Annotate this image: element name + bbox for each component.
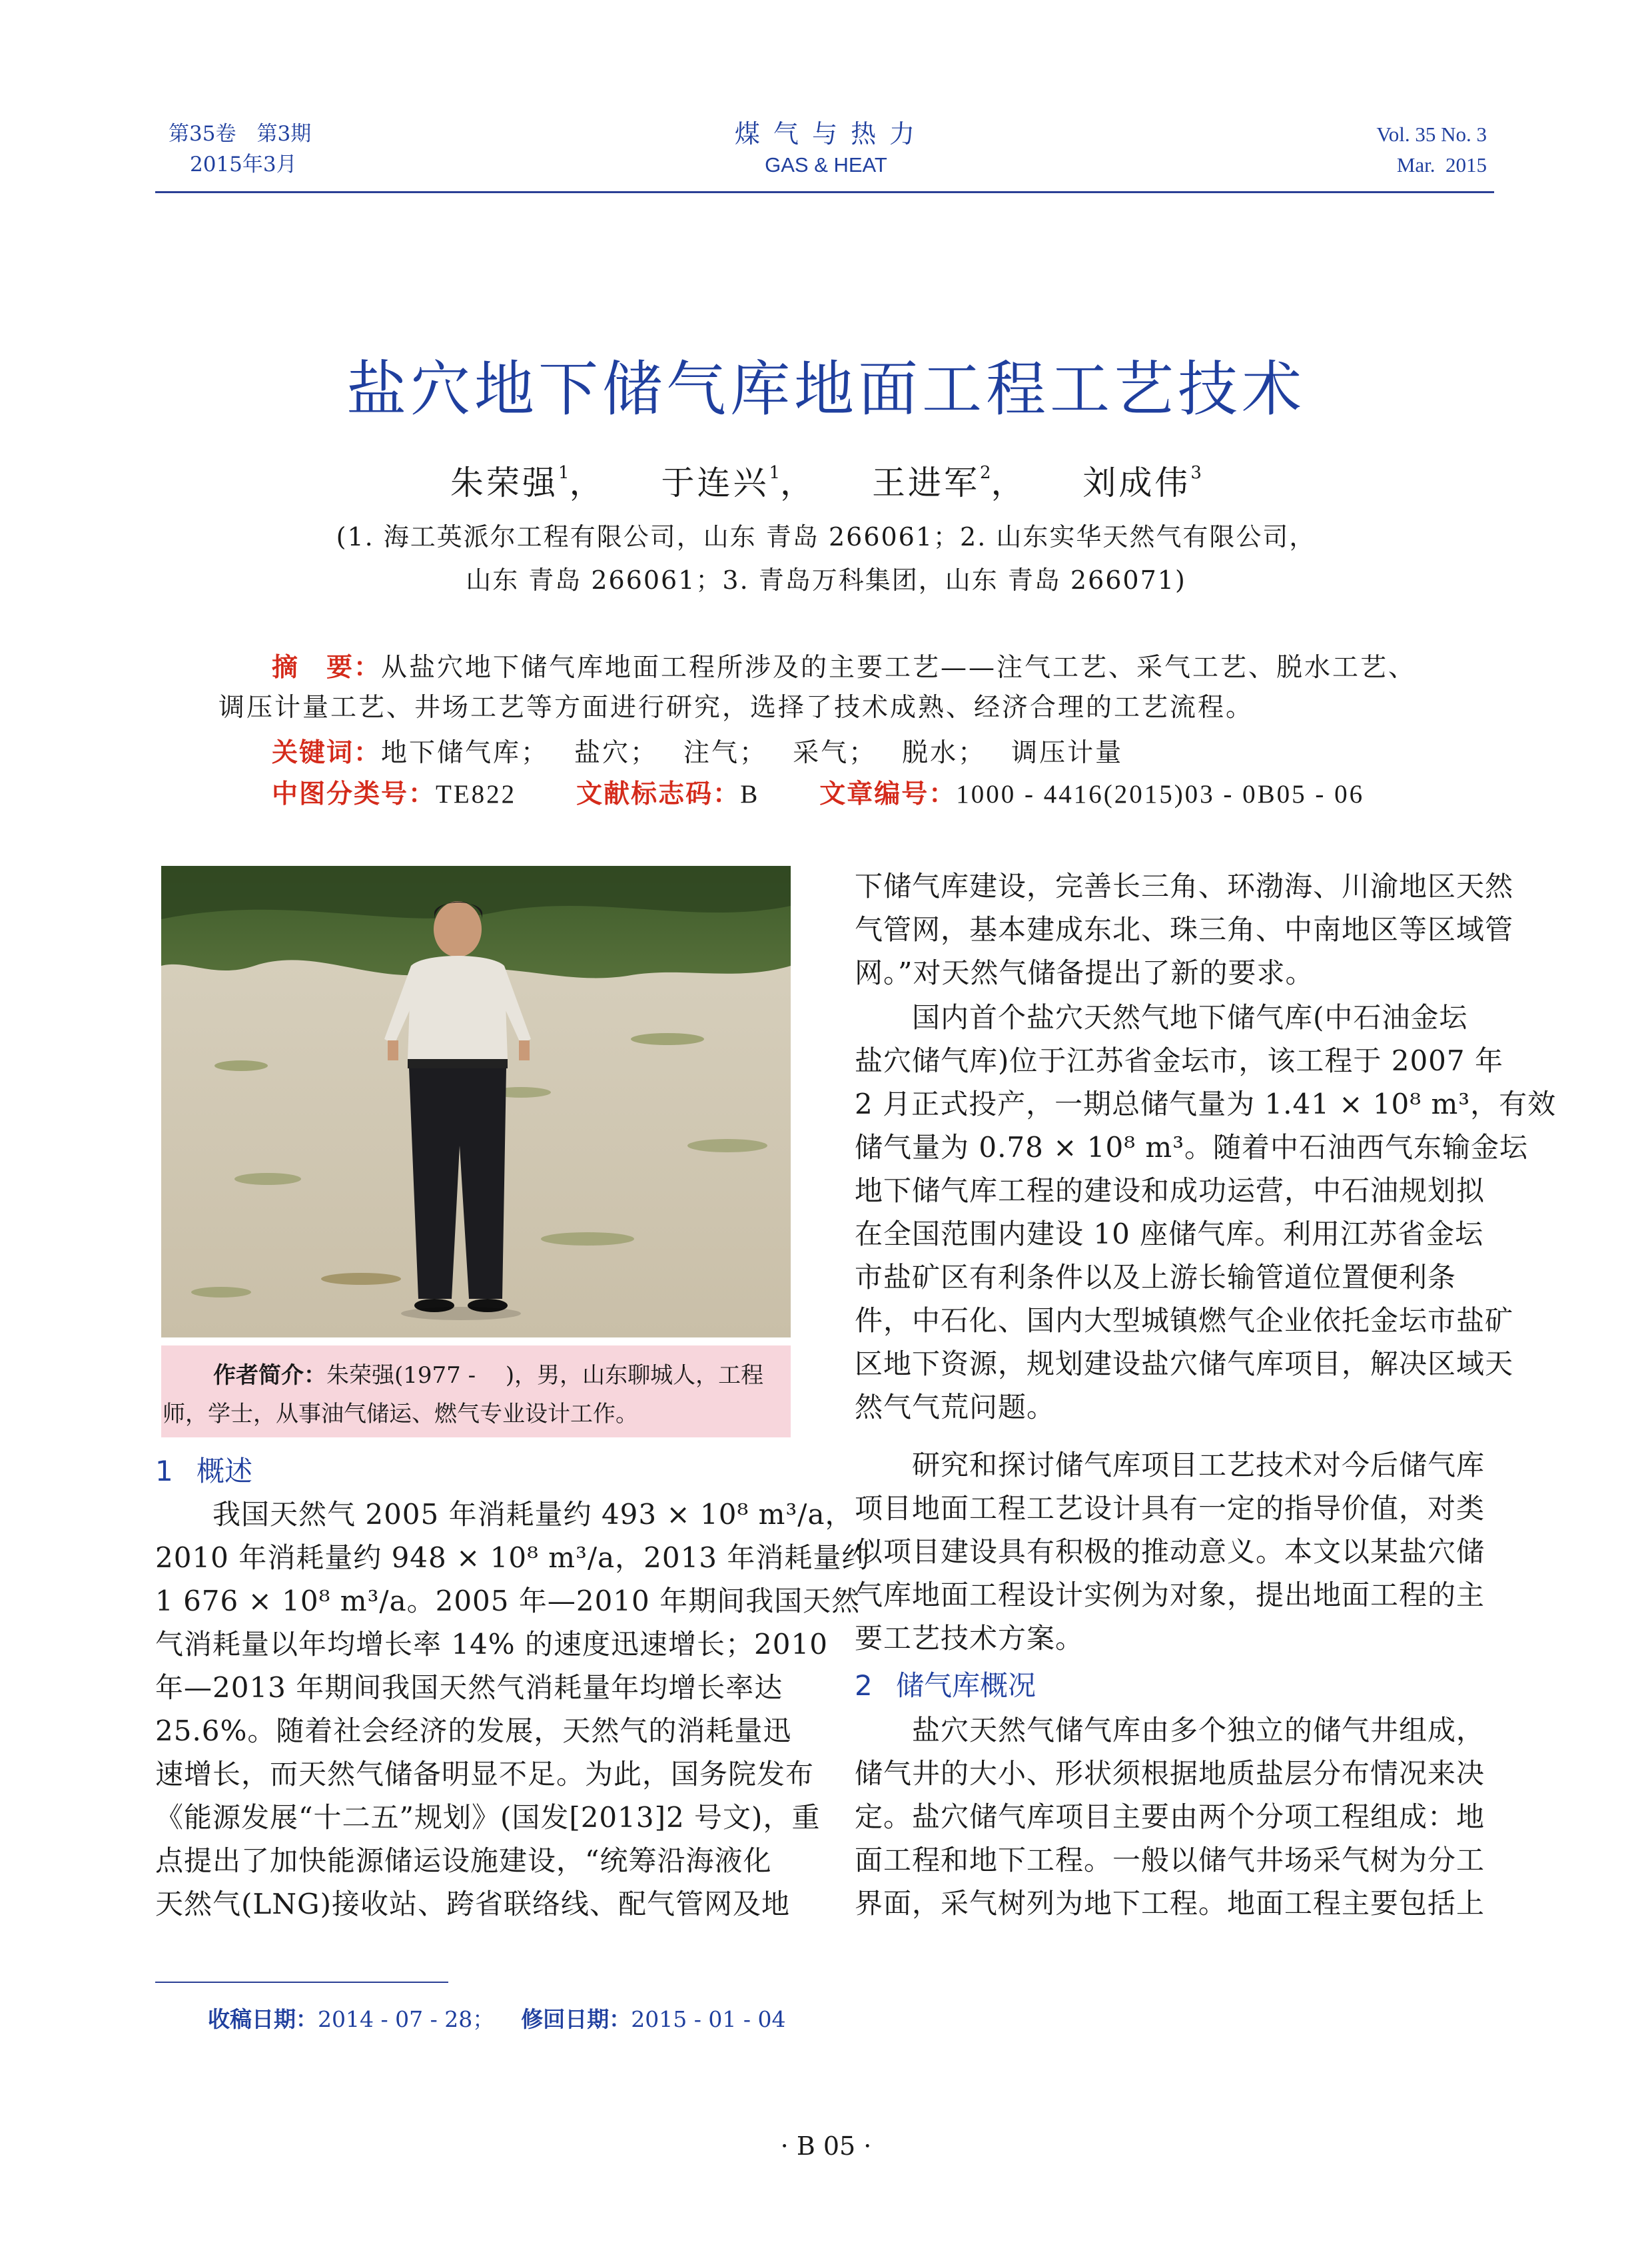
abstract-text-continued: 调压计量工艺、井场工艺等方面进行研究，选择了技术成熟、经济合理的工艺流程。 — [218, 693, 1254, 723]
abstract-text: 从盐穴地下储气库地面工程所涉及的主要工艺——注气工艺、采气工艺、脱水工艺、 — [381, 653, 1417, 683]
header-vol-en: Vol. 35 No. 3 — [1376, 123, 1487, 146]
article-number-value: 1000 - 4416(2015)03 - 0B05 - 06 — [956, 780, 1365, 809]
keyword: 脱水； — [902, 738, 987, 768]
author-bio-label: 作者简介： — [213, 1362, 326, 1389]
body-line: 《能源发展“十二五”规划》(国发[2013]2 号文)，重 — [155, 1801, 821, 1834]
header-rule — [155, 191, 1494, 193]
body-line: 似项目建设具有积极的推动意义。本文以某盐穴储 — [855, 1535, 1485, 1568]
footnote-rule — [155, 1982, 448, 1983]
author-name: 朱荣强 — [450, 464, 559, 502]
header-journal-en: GAS & HEAT — [765, 153, 887, 177]
body-line: 下储气库建设，完善长三角、环渤海、川渝地区天然 — [855, 870, 1514, 903]
section-title: 储气库概况 — [896, 1669, 1036, 1702]
body-line: 盐穴储气库)位于江苏省金坛市，该工程于 2007 年 — [855, 1044, 1503, 1077]
body-line: 面工程和地下工程。一般以储气井场采气树为分工 — [855, 1844, 1485, 1876]
body-line: 市盐矿区有利条件以及上游长输管道位置便利条 — [855, 1261, 1457, 1294]
section-number: 2 — [855, 1669, 873, 1702]
body-line: 在全国范围内建设 10 座储气库。利用江苏省金坛 — [855, 1218, 1484, 1250]
received-date: 2014 - 07 - 28； — [318, 2006, 495, 2032]
author-affiliation-mark: 1 — [769, 463, 781, 483]
body-line: 气管网，基本建成东北、珠三角、中南地区等区域管 — [855, 913, 1514, 946]
author-name: 王进军 — [871, 464, 980, 502]
body-line: 储气量为 0.78 × 10⁸ m³。随着中石油西气东输金坛 — [855, 1131, 1529, 1164]
keyword: 注气； — [683, 738, 768, 768]
header-date-en: Mar. 2015 — [1396, 153, 1487, 177]
header-date: 2015年3月 — [190, 153, 297, 177]
author-bio-box — [161, 1345, 791, 1437]
body-line: 网。”对天然气储备提出了新的要求。 — [855, 956, 1314, 989]
body-line: 区地下资源，规划建设盐穴储气库项目，解决区域天 — [855, 1347, 1514, 1380]
abstract-line — [272, 655, 1416, 681]
body-line: 速增长，而天然气储备明显不足。为此，国务院发布 — [155, 1758, 815, 1790]
keyword: 地下储气库； — [381, 738, 550, 768]
author-bio-text-continued: 师，学士，从事油气储运、燃气专业设计工作。 — [163, 1401, 638, 1427]
classification-line — [272, 781, 1364, 807]
body-line: 点提出了加快能源储运设施建设，“统筹沿海液化 — [155, 1844, 772, 1877]
author-photo — [161, 866, 791, 1337]
section-heading — [155, 1457, 252, 1485]
article-title: 盐穴地下储气库地面工程工艺技术 — [346, 354, 1306, 424]
author-name: 刘成伟 — [1082, 464, 1191, 502]
keywords-line — [272, 740, 1148, 766]
revised-date: 2015 - 01 - 04 — [631, 2006, 786, 2032]
body-line: 界面，采气树列为地下工程。地面工程主要包括上 — [855, 1887, 1485, 1920]
body-line: 我国天然气 2005 年消耗量约 493 × 10⁸ m³/a， — [155, 1498, 854, 1531]
body-line: 研究和探讨储气库项目工艺技术对今后储气库 — [855, 1449, 1485, 1481]
body-line: 2010 年消耗量约 948 × 10⁸ m³/a，2013 年消耗量约 — [155, 1541, 871, 1574]
footnote — [208, 2008, 785, 2030]
body-line: 件，中石化、国内大型城镇燃气企业依托金坛市盐矿 — [855, 1304, 1514, 1337]
body-line: 1 676 × 10⁸ m³/a。2005 年—2010 年期间我国天然 — [155, 1585, 861, 1617]
body-line: 国内首个盐穴天然气地下储气库(中石油金坛 — [855, 1001, 1468, 1034]
section-number: 1 — [155, 1455, 173, 1487]
section-heading — [855, 1669, 1036, 1702]
author-affiliation-mark: 1 — [558, 463, 570, 483]
revised-label: 修回日期： — [521, 2006, 631, 2032]
header-journal-cn: 煤 气 与 热 力 — [734, 119, 918, 149]
keywords-label: 关键词： — [272, 738, 382, 768]
clc-label: 中图分类号： — [272, 779, 436, 809]
body-line: 要工艺技术方案。 — [855, 1622, 1084, 1655]
body-line: 储气井的大小、形状须根据地质盐层分布情况来决 — [855, 1757, 1485, 1790]
body-line: 地下储气库工程的建设和成功运营，中石油规划拟 — [855, 1174, 1485, 1207]
page-number: · B 05 · — [780, 2131, 872, 2161]
author-list: 朱荣强$^1$， 于连兴$^1$， 王进军$^2$， 刘成伟$^3$ — [450, 463, 1202, 502]
clc-value: TE822 — [436, 780, 517, 809]
body-line: 25.6%。随着社会经济的发展，天然气的消耗量迅 — [155, 1714, 792, 1747]
author-affiliation-mark: 2 — [979, 463, 991, 483]
abstract-label: 摘 要： — [272, 653, 382, 683]
body-line: 盐穴天然气储气库由多个独立的储气井组成， — [855, 1714, 1485, 1746]
body-line: 年—2013 年期间我国天然气消耗量年均增长率达 — [155, 1671, 783, 1704]
received-label: 收稿日期： — [208, 2006, 318, 2032]
keyword: 盐穴； — [574, 738, 659, 768]
body-line: 定。盐穴储气库项目主要由两个分项工程组成：地 — [855, 1800, 1485, 1833]
doc-code-label: 文献标志码： — [576, 779, 741, 809]
affiliation-line: (1. 海工英派尔工程有限公司，山东 青岛 266061；2. 山东实华天然气有限公司， — [336, 522, 1316, 552]
author-bio-text: 朱荣强(1977 - )，男，山东聊城人，工程 — [326, 1362, 764, 1389]
header-volume-issue: 第35卷 第3期 — [169, 122, 312, 146]
author-bio-line — [213, 1364, 763, 1387]
author-affiliation-mark: 3 — [1190, 463, 1202, 483]
body-line: 天然气(LNG)接收站、跨省联络线、配气管网及地 — [155, 1888, 790, 1920]
keyword: 调压计量 — [1011, 738, 1124, 768]
body-line: 然气气荒问题。 — [855, 1391, 1056, 1423]
affiliation-line: 山东 青岛 266061；3. 青岛万科集团，山东 青岛 266071) — [466, 565, 1186, 595]
body-line: 气消耗量以年均增长率 14% 的速度迅速增长；2010 — [155, 1628, 828, 1661]
keyword: 采气； — [793, 738, 877, 768]
doc-code-value: B — [740, 780, 760, 809]
body-line: 项目地面工程工艺设计具有一定的指导价值，对类 — [855, 1492, 1485, 1525]
body-line: 2 月正式投产，一期总储气量为 1.41 × 10⁸ m³，有效 — [855, 1088, 1557, 1120]
body-line: 气库地面工程设计实例为对象，提出地面工程的主 — [855, 1579, 1485, 1611]
article-number-label: 文章编号： — [819, 779, 957, 809]
author-name: 于连兴 — [661, 464, 769, 502]
section-title: 概述 — [197, 1455, 253, 1487]
